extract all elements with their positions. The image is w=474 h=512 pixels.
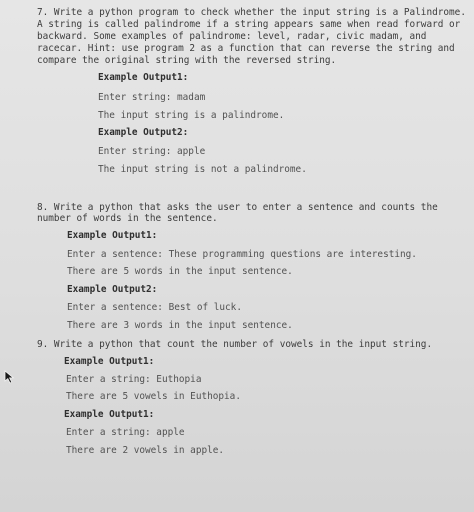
- q7-line-4: racecar. Hint: use program 2 as a function that can reverse the string and: [37, 43, 455, 54]
- q8-line-2: number of words in the sentence.: [37, 213, 218, 224]
- q8-example1-result: There are 5 words in the input sentence.: [67, 266, 293, 277]
- q9-example1-label: Example Output1:: [64, 356, 155, 367]
- q9-example1-input: Enter a string: Euthopia: [66, 374, 202, 385]
- q7-example2-label: Example Output2:: [98, 127, 189, 138]
- q9-example2-input: Enter a string: apple: [66, 427, 185, 438]
- q7-example2-result: The input string is not a palindrome.: [98, 164, 307, 175]
- q9-example2-result: There are 2 vowels in apple.: [66, 445, 225, 456]
- mouse-cursor-icon: [4, 370, 18, 384]
- q9-example1-result: There are 5 vowels in Euthopia.: [66, 391, 241, 402]
- q8-example1-input: Enter a sentence: These programming questions are interesting.: [67, 249, 417, 260]
- q7-line-5: compare the original string with the reversed string.: [37, 55, 337, 66]
- q8-example2-result: There are 3 words in the input sentence.: [67, 320, 293, 331]
- q9-example2-label: Example Output1:: [64, 409, 155, 420]
- q7-line-1: 7. Write a python program to check whether the input string is a Palindrome.: [37, 7, 466, 18]
- q7-example1-label: Example Output1:: [98, 72, 189, 83]
- q7-example1-input: Enter string: madam: [98, 92, 206, 103]
- q8-line-1: 8. Write a python that asks the user to enter a sentence and counts the: [37, 202, 438, 213]
- q7-line-3: backward. Some examples of palindrome: level, radar, civic madam, and: [37, 31, 427, 42]
- q8-example2-input: Enter a sentence: Best of luck.: [67, 302, 242, 313]
- q7-example1-result: The input string is a palindrome.: [98, 110, 285, 121]
- q8-example1-label: Example Output1:: [67, 230, 158, 241]
- q9-line-1: 9. Write a python that count the number of vowels in the input string.: [37, 339, 433, 350]
- q8-example2-label: Example Output2:: [67, 284, 158, 295]
- q7-example2-input: Enter string: apple: [98, 146, 206, 157]
- q7-line-2: A string is called palindrome if a string appears same when read forward or: [37, 19, 461, 30]
